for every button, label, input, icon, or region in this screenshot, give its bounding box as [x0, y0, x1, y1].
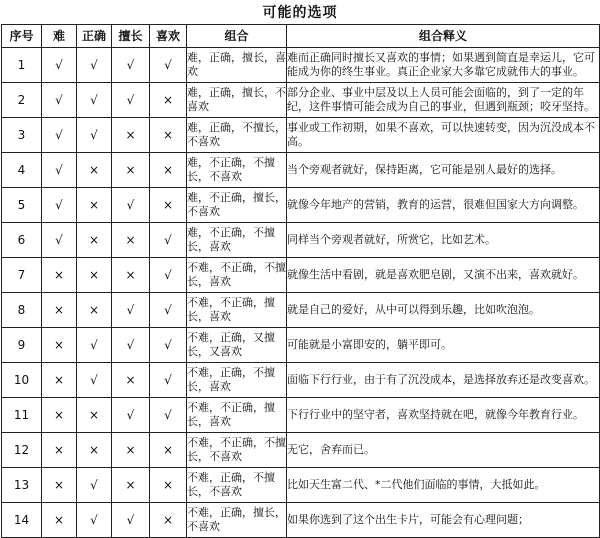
cell-combo: 难，不正确，不擅长，喜欢	[187, 223, 287, 258]
cell-index: 6	[2, 223, 42, 258]
cell-hard: ×	[42, 293, 77, 328]
cell-meaning: 就像生活中看剧，就是喜欢肥皂剧，又演不出来，喜欢就好。	[287, 258, 600, 293]
cell-like: ×	[150, 433, 187, 468]
cell-meaning: 可能就是小富即安的，躺平即可。	[287, 328, 600, 363]
cell-combo: 难，正确，擅长，喜欢	[187, 48, 287, 83]
cell-index: 7	[2, 258, 42, 293]
cell-skilled: ×	[112, 223, 150, 258]
cell-skilled: √	[112, 328, 150, 363]
header-like: 喜欢	[150, 25, 187, 48]
cell-correct: √	[77, 503, 112, 538]
cell-correct: √	[77, 83, 112, 118]
cell-correct: ×	[77, 153, 112, 188]
cell-index: 5	[2, 188, 42, 223]
cell-index: 12	[2, 433, 42, 468]
cell-index: 2	[2, 83, 42, 118]
cell-skilled: ×	[112, 258, 150, 293]
cell-combo: 难，正确，擅长，不喜欢	[187, 83, 287, 118]
cell-index: 13	[2, 468, 42, 503]
table-row	[2, 223, 600, 258]
cell-hard: ×	[42, 328, 77, 363]
cell-like: ×	[150, 468, 187, 503]
cell-index: 1	[2, 48, 42, 83]
cell-hard: ×	[42, 398, 77, 433]
cell-combo: 不难，正确，又擅长，又喜欢	[187, 328, 287, 363]
cell-index: 9	[2, 328, 42, 363]
options-table	[1, 24, 600, 538]
cell-hard: √	[42, 223, 77, 258]
cell-correct: ×	[77, 293, 112, 328]
cell-hard: ×	[42, 363, 77, 398]
cell-meaning: 部分企业、事业中层及以上人员可能会面临的，到了一定的年纪，这件事情可能会成为自己的事业，但遇到瓶颈；咬牙坚持。	[287, 83, 600, 118]
cell-meaning: 当个旁观者就好，保持距离，它可能是别人最好的选择。	[287, 153, 600, 188]
cell-combo: 不难，不正确，擅长，喜欢	[187, 398, 287, 433]
header-hard: 难	[42, 25, 77, 48]
cell-meaning: 事业或工作初期，如果不喜欢，可以快速转变，因为沉没成本不高。	[287, 118, 600, 153]
cell-like: ×	[150, 503, 187, 538]
cell-hard: √	[42, 153, 77, 188]
cell-like: ×	[150, 118, 187, 153]
cell-hard: √	[42, 188, 77, 223]
cell-meaning: 就像今年地产的营销，教育的运营，很难但国家大方向调整。	[287, 188, 600, 223]
cell-skilled: √	[112, 398, 150, 433]
cell-meaning: 下行行业中的坚守者，喜欢坚持就在吧，就像今年教育行业。	[287, 398, 600, 433]
cell-skilled: √	[112, 188, 150, 223]
table-row	[2, 503, 600, 538]
cell-combo: 不难，正确，不擅长，不喜欢	[187, 468, 287, 503]
cell-skilled: √	[112, 48, 150, 83]
header-meaning: 组合释义	[287, 25, 600, 48]
table-row	[2, 83, 600, 118]
cell-like: √	[150, 223, 187, 258]
cell-combo: 难，正确，不擅长，不喜欢	[187, 118, 287, 153]
cell-index: 11	[2, 398, 42, 433]
cell-meaning: 比如天生富二代、*二代他们面临的事情，大抵如此。	[287, 468, 600, 503]
table-row	[2, 188, 600, 223]
cell-skilled: √	[112, 293, 150, 328]
cell-meaning: 面临下行行业，由于有了沉没成本，是选择放弃还是改变喜欢。	[287, 363, 600, 398]
cell-meaning: 如果你选到了这个出生卡片，可能会有心理问题；	[287, 503, 600, 538]
cell-hard: ×	[42, 433, 77, 468]
cell-meaning: 就是自己的爱好，从中可以得到乐趣，比如吹泡泡。	[287, 293, 600, 328]
table-row	[2, 48, 600, 83]
cell-meaning: 无它，舍弃而已。	[287, 433, 600, 468]
cell-like: √	[150, 293, 187, 328]
header-row	[2, 25, 600, 48]
cell-like: ×	[150, 83, 187, 118]
cell-combo: 不难，不正确，擅长，喜欢	[187, 293, 287, 328]
cell-combo: 不难，不正确，不擅长，喜欢	[187, 258, 287, 293]
cell-correct: √	[77, 48, 112, 83]
cell-hard: ×	[42, 258, 77, 293]
cell-skilled: ×	[112, 363, 150, 398]
cell-skilled: ×	[112, 118, 150, 153]
cell-hard: ×	[42, 503, 77, 538]
cell-skilled: √	[112, 83, 150, 118]
table-row	[2, 398, 600, 433]
cell-skilled: √	[112, 503, 150, 538]
cell-correct: √	[77, 468, 112, 503]
cell-combo: 不难，不正确，不擅长，不喜欢	[187, 433, 287, 468]
cell-combo: 难，不正确，擅长，不喜欢	[187, 188, 287, 223]
table-row	[2, 433, 600, 468]
cell-index: 14	[2, 503, 42, 538]
cell-hard: ×	[42, 468, 77, 503]
cell-correct: √	[77, 328, 112, 363]
cell-correct: ×	[77, 398, 112, 433]
cell-meaning: 难而正确同时擅长又喜欢的事情；如果遇到简直是幸运儿，它可能成为你的终生事业。真正企业家大多靠它成就伟大的事业。	[287, 48, 600, 83]
cell-index: 4	[2, 153, 42, 188]
cell-index: 10	[2, 363, 42, 398]
table-row	[2, 363, 600, 398]
cell-hard: √	[42, 48, 77, 83]
table-row	[2, 258, 600, 293]
cell-like: ×	[150, 188, 187, 223]
cell-like: √	[150, 363, 187, 398]
cell-index: 8	[2, 293, 42, 328]
table-row	[2, 153, 600, 188]
cell-like: √	[150, 258, 187, 293]
cell-like: √	[150, 328, 187, 363]
table-row	[2, 328, 600, 363]
sheet-title: 可能的选项	[262, 5, 338, 21]
header-index: 序号	[2, 25, 42, 48]
cell-skilled: ×	[112, 433, 150, 468]
cell-combo: 难，不正确，不擅长，不喜欢	[187, 153, 287, 188]
cell-correct: √	[77, 118, 112, 153]
header-combo: 组合	[187, 25, 287, 48]
header-correct: 正确	[77, 25, 112, 48]
cell-skilled: ×	[112, 153, 150, 188]
cell-meaning: 同样当个旁观者就好，所赏它，比如艺术。	[287, 223, 600, 258]
cell-index: 3	[2, 118, 42, 153]
cell-correct: ×	[77, 188, 112, 223]
cell-correct: ×	[77, 433, 112, 468]
cell-hard: √	[42, 118, 77, 153]
table-row	[2, 293, 600, 328]
cell-correct: √	[77, 363, 112, 398]
cell-correct: ×	[77, 258, 112, 293]
cell-skilled: ×	[112, 468, 150, 503]
cell-like: √	[150, 398, 187, 433]
cell-combo: 不难，正确，不擅长，喜欢	[187, 363, 287, 398]
table-row	[2, 118, 600, 153]
cell-hard: √	[42, 83, 77, 118]
cell-correct: ×	[77, 223, 112, 258]
cell-combo: 不难，正确，擅长，不喜欢	[187, 503, 287, 538]
cell-like: ×	[150, 153, 187, 188]
table-row	[2, 468, 600, 503]
header-skilled: 擅长	[112, 25, 150, 48]
cell-like: √	[150, 48, 187, 83]
